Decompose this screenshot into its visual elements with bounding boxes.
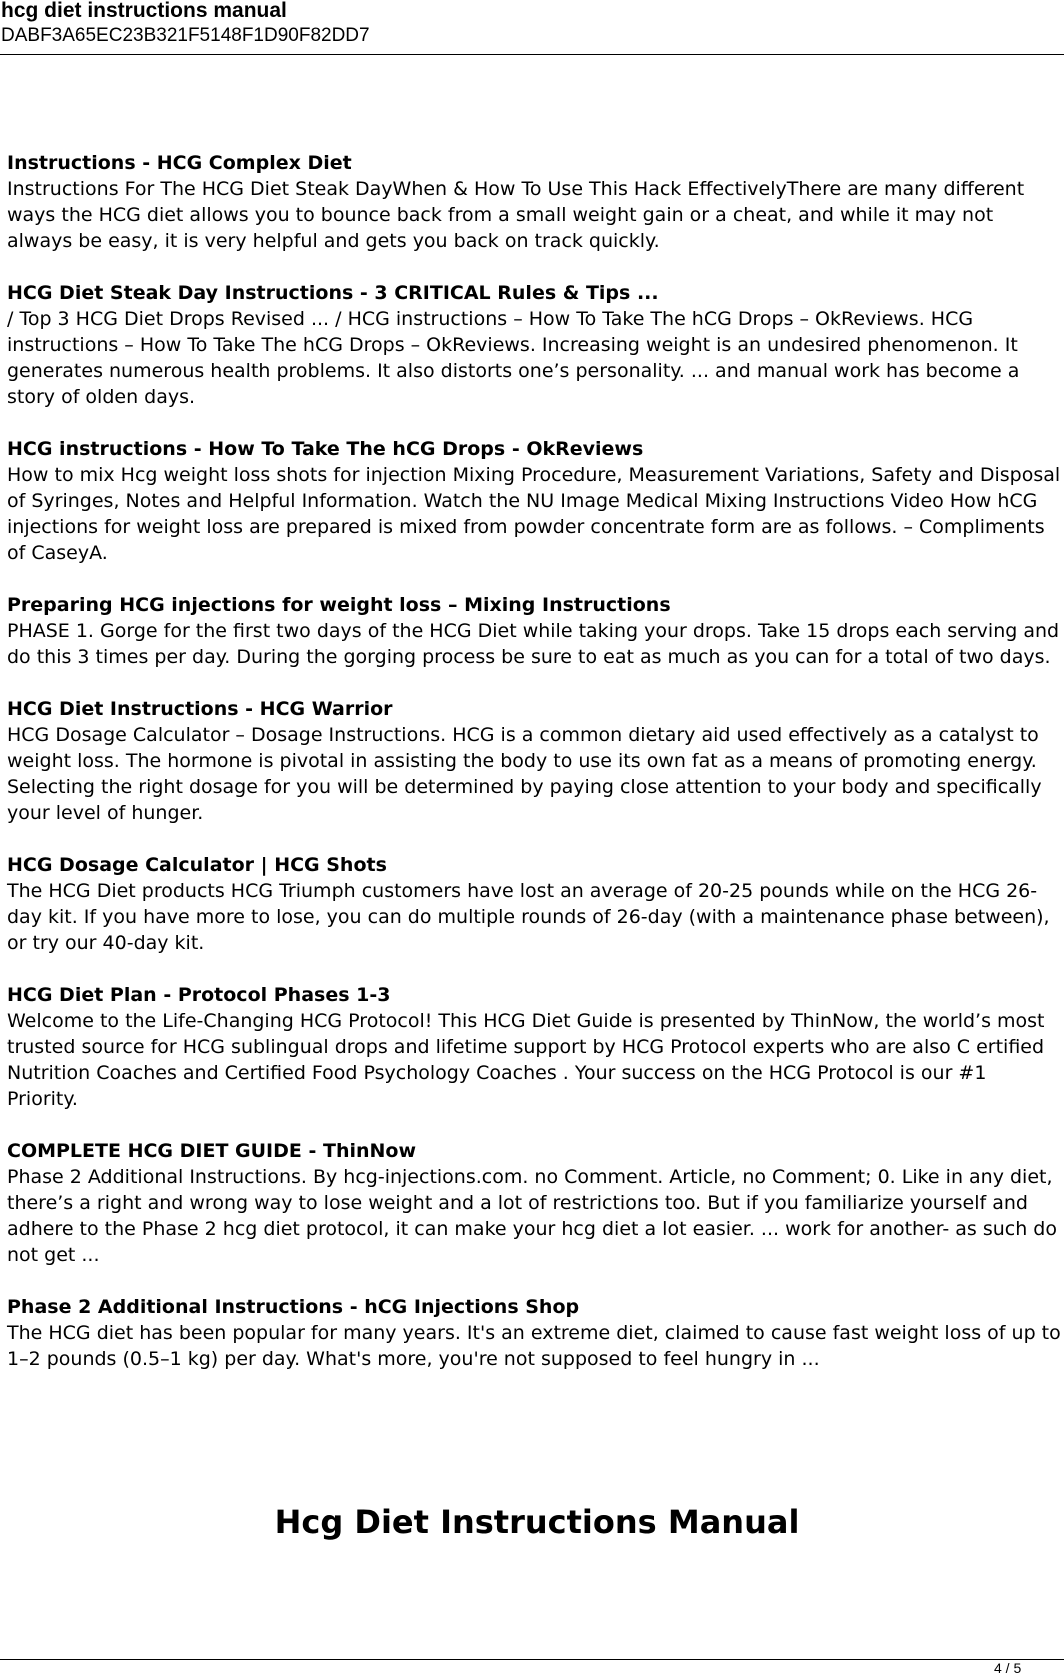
section-heading: Instructions - HCG Complex Diet <box>7 152 352 174</box>
article-section <box>7 1138 1061 1268</box>
section-heading: HCG Diet Instructions - HCG Warrior <box>7 698 393 720</box>
section-heading: HCG instructions - How To Take The hCG Drops - OkReviews <box>7 438 644 460</box>
section-body: The HCG diet has been popular for many years. It's an extreme diet, claimed to cause fast weight loss of up to 1–2 pounds (0.5–1 kg) per day. What's more, you're not supposed to feel hungry in ... <box>7 1322 1061 1370</box>
header-document-id: DABF3A65EC23B321F5148F1D90F82DD7 <box>1 25 370 46</box>
article-section <box>7 436 1061 566</box>
page-number: 4 / 5 <box>994 1660 1022 1676</box>
footer-divider <box>0 1659 1064 1660</box>
section-body: How to mix Hcg weight loss shots for injection Mixing Procedure, Measurement Variations, Safety and Disposal of Syringes, Notes and Helpful Information. Watch the NU Image Medical Mixing Instructions Video How hCG injections for weight loss are prepared is mixed from powder concentrate form are as follows. – Compliments of CaseyA. <box>7 464 1061 564</box>
section-heading: HCG Diet Plan - Protocol Phases 1-3 <box>7 984 391 1006</box>
section-body: PHASE 1. Gorge for the first two days of the HCG Diet while taking your drops. Take 15 drops each serving and do this 3 times per day. During the gorging process be sure to eat as much as you can for a total of two days. <box>7 620 1060 668</box>
section-body: Welcome to the Life-Changing HCG Protocol! This HCG Diet Guide is presented by ThinNow, the world’s most trusted source for HCG sublingual drops and lifetime support by HCG Protocol experts who are also C ertified Nutrition Coaches and Certified Food Psychology Coaches . Your success on the HCG Protocol is our #1 Priority. <box>7 1010 1045 1110</box>
section-heading: HCG Dosage Calculator | HCG Shots <box>7 854 387 876</box>
section-body: The HCG Diet products HCG Triumph customers have lost an average of 20-25 pounds while on the HCG 26-day kit. If you have more to lose, you can do multiple rounds of 26-day (with a maintenance phase between), or try our 40-day kit. <box>7 880 1050 954</box>
article-section <box>7 696 1061 826</box>
section-heading: Phase 2 Additional Instructions - hCG Injections Shop <box>7 1296 580 1318</box>
document-title: Hcg Diet Instructions Manual <box>274 1503 800 1541</box>
header-title: hcg diet instructions manual <box>1 0 287 22</box>
article-section <box>7 1294 1061 1372</box>
article-section <box>7 852 1061 956</box>
article-section <box>7 150 1061 254</box>
article-section <box>7 280 1061 410</box>
page-header <box>0 0 1064 55</box>
section-body: HCG Dosage Calculator – Dosage Instructions. HCG is a common dietary aid used effectively as a catalyst to weight loss. The hormone is pivotal in assisting the body to use its own fat as a means of promoting energy. Selecting the right dosage for you will be determined by paying close attention to your body and specifically your level of hunger. <box>7 724 1042 824</box>
section-heading: HCG Diet Steak Day Instructions - 3 CRITICAL Rules & Tips ... <box>7 282 659 304</box>
article-section <box>7 592 1061 670</box>
section-body: / Top 3 HCG Diet Drops Revised ... / HCG instructions – How To Take The hCG Drops – OkReviews. HCG instructions – How To Take The hCG Drops – OkReviews. Increasing weight is an undesired phenomenon. It generates numerous health problems. It also distorts one’s personality. ... and manual work has become a story of olden days. <box>7 308 1020 408</box>
article-content <box>7 150 1061 1398</box>
section-heading: COMPLETE HCG DIET GUIDE - ThinNow <box>7 1140 417 1162</box>
section-body: Instructions For The HCG Diet Steak DayWhen & How To Use This Hack EffectivelyThere are many different ways the HCG diet allows you to bounce back from a small weight gain or a cheat, and while it may not always be easy, it is very helpful and gets you back on track quickly. <box>7 178 1025 252</box>
section-heading: Preparing HCG injections for weight loss – Mixing Instructions <box>7 594 671 616</box>
article-section <box>7 982 1061 1112</box>
section-body: Phase 2 Additional Instructions. By hcg-injections.com. no Comment. Article, no Comment; 0. Like in any diet, there’s a right and wrong way to lose weight and a lot of restrictions too. But if you familiarize yourself and adhere to the Phase 2 hcg diet protocol, it can make your hcg diet a lot easier. ... work for another- as such do not get ... <box>7 1166 1057 1266</box>
